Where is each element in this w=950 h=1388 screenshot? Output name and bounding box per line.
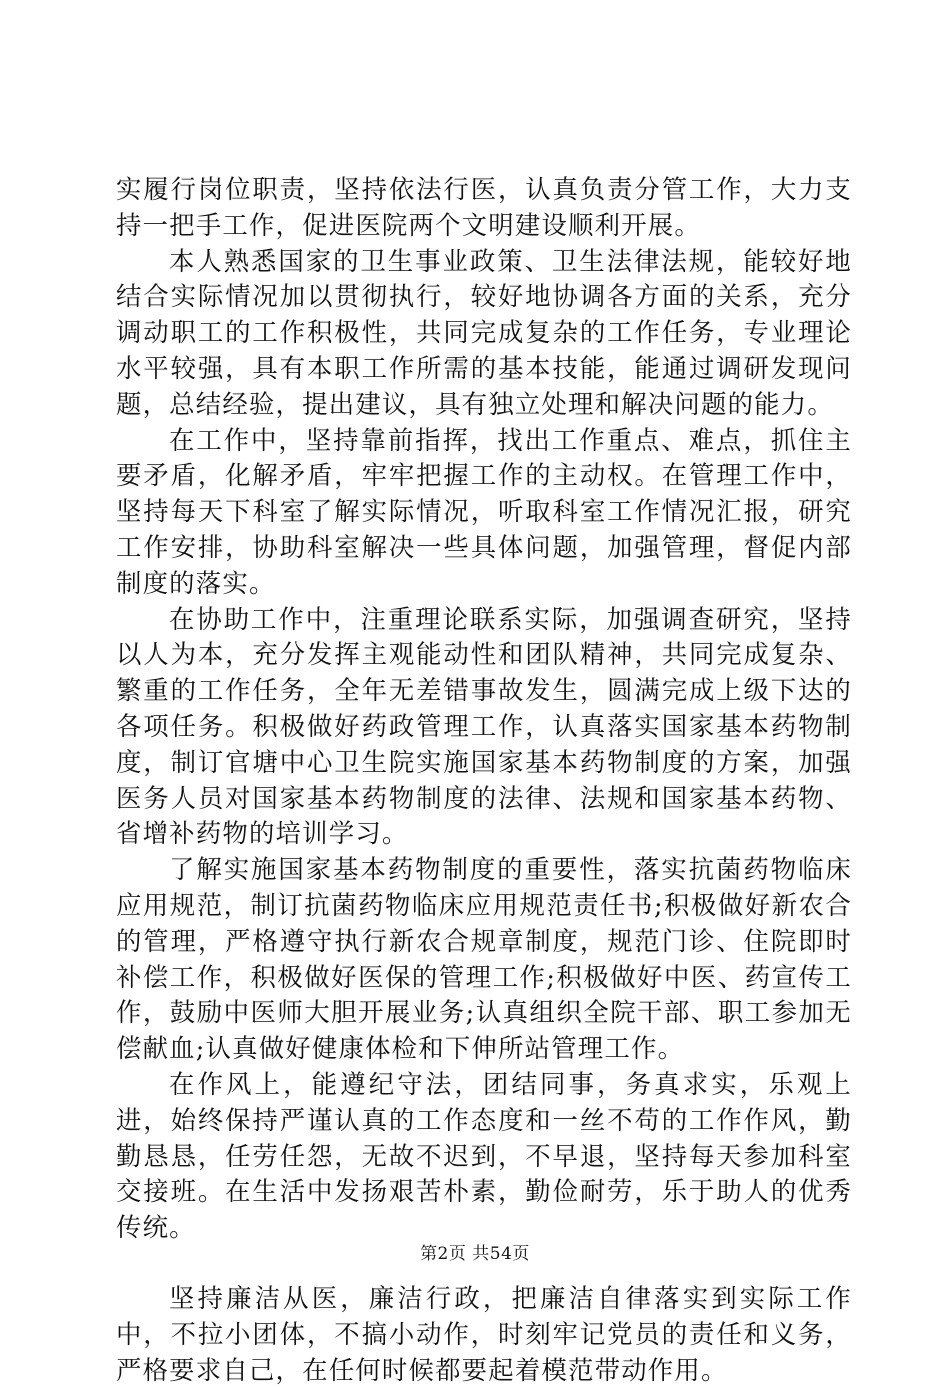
paragraph-policy-knowledge: 本人熟悉国家的卫生事业政策、卫生法律法规，能较好地结合实际情况加以贯彻执行，较好地协调各方面的关系，充分调动职工的工作积极性，共同完成复杂的工作任务，专业理论水平较强，具有本职工作所需的基本技能，能通过调研发现问题，总结经验，提出建议，具有独立处理和解决问题的能力。 bbox=[116, 245, 852, 419]
paragraph-work-leadership: 在工作中，坚持靠前指挥，找出工作重点、难点，抓住主要矛盾，化解矛盾，牢牢把握工作的主动权。在管理工作中，坚持每天下科室了解实际情况，听取科室工作情况汇报，研究工作安排，协助科室解决一些具体问题，加强管理，督促内部制度的落实。 bbox=[116, 424, 852, 598]
document-body bbox=[116, 172, 852, 1388]
paragraph-essential-drugs: 了解实施国家基本药物制度的重要性，落实抗菌药物临床应用规范，制订抗菌药物临床应用规范责任书;积极做好新农合的管理，严格遵守执行新农合规章制度，规范门诊、住院即时补偿工作，积极做好医保的管理工作;积极做好中医、药宣传工作，鼓励中医师大胆开展业务;认真组织全院干部、职工参加无偿献血;认真做好健康体检和下伸所站管理工作。 bbox=[116, 854, 852, 1064]
paragraph-assist-work: 在协助工作中，注重理论联系实际，加强调查研究，坚持以人为本，充分发挥主观能动性和团队精神，共同完成复杂、繁重的工作任务，全年无差错事故发生，圆满完成上级下达的各项任务。积极做好药政管理工作，认真落实国家基本药物制度，制订官塘中心卫生院实施国家基本药物制度的方案，加强医务人员对国家基本药物制度的法律、法规和国家基本药物、省增补药物的培训学习。 bbox=[116, 603, 852, 849]
page-number-footer: 第2页 共54页 bbox=[420, 1244, 530, 1264]
paragraph-continuation: 实履行岗位职责，坚持依法行医，认真负责分管工作，大力支持一把手工作，促进医院两个文明建设顺利开展。 bbox=[116, 174, 852, 240]
paragraph-work-style: 在作风上，能遵纪守法，团结同事，务真求实，乐观上进，始终保持严谨认真的工作态度和一丝不苟的工作作风，勤勤恳恳，任劳任怨，无故不迟到，不早退，坚持每天参加科室交接班。在生活中发扬艰苦朴素，勤俭耐劳，乐于助人的优秀传统。 bbox=[116, 1068, 852, 1243]
paragraph-integrity: 坚持廉洁从医，廉洁行政，把廉洁自律落实到实际工作中，不拉小团体，不搞小动作，时刻牢记党员的责任和义务，严格要求自己，在任何时候都要起着模范带动作用。 bbox=[116, 1282, 852, 1385]
